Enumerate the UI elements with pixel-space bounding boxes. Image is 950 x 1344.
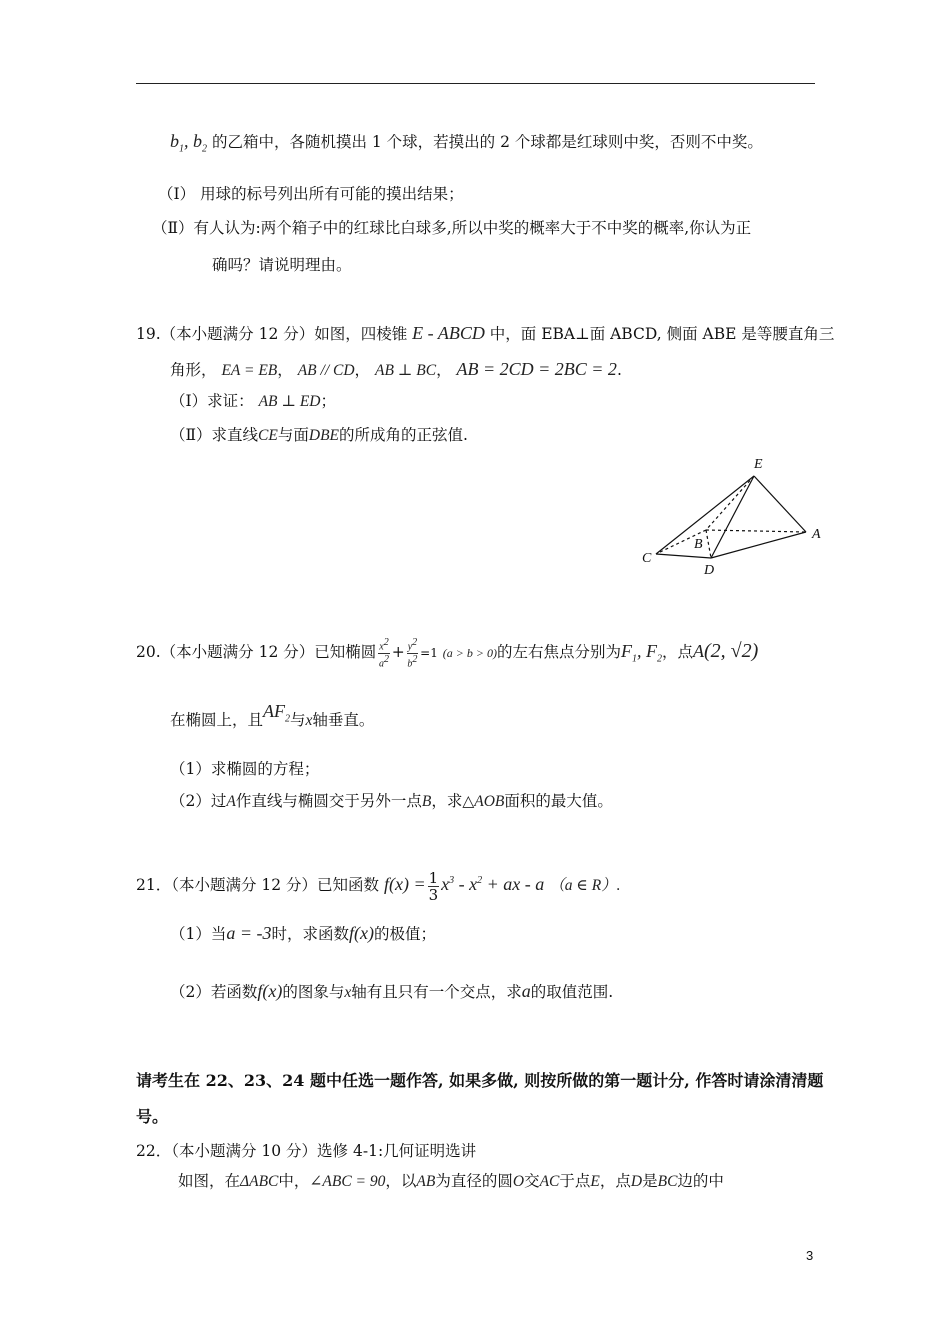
p21-q2: （2）若函数f(x)的图象与x轴有且只有一个交点，求a的取值范围.	[170, 981, 614, 1001]
header-rule	[136, 83, 815, 84]
label-A: A	[812, 527, 821, 542]
p18-line1: $b_1$, $b_2$ 的乙箱中，各随机摸出 1 个球，若摸出的 2 个球都是红球则中奖，否则不中奖。	[170, 131, 763, 155]
label-D: D	[704, 563, 715, 578]
p19-part-i: （Ⅰ）求证： AB ⊥ ED；	[170, 392, 337, 410]
p20-line2: 在椭圆上，且$AF_2$与x轴垂直。	[170, 701, 375, 729]
notice-line1: 请考生在 22、23、24 题中任选一题作答, 如果多做, 则按所做的第一题计分, 作答时请涂清清题	[136, 1071, 824, 1090]
p18-part-ii-cont: 确吗？请说明理由。	[212, 256, 352, 274]
p20-q1: （1）求椭圆的方程；	[170, 760, 320, 778]
p20-head: 20.（本小题满分 12 分）已知椭圆 $\frac{x^2}{a^2}$ + $\frac{y^2}{b^2}$ =1 (a > b > 0)的左右焦点分别为$F_1$, $F_2$，点A(2, √2)	[136, 637, 759, 669]
p19-head: 19.（本小题满分 12 分）如图，四棱锥 E - ABCD 中，面 EBA⊥面 ABCD, 侧面 ABE 是等腰直角三	[136, 323, 835, 343]
p21-head: 21．（本小题满分 12 分）已知函数 f(x) = $\frac{1}{3}$ $x^3 - x^2$ + ax - a （a ∈ R）.	[136, 868, 621, 904]
p22-head: 22．（本小题满分 10 分）选修 4-1:几何证明选讲	[136, 1142, 477, 1160]
notice-line2: 号。	[136, 1107, 169, 1126]
p19-part-ii: （Ⅱ）求直线CE与面DBE的所成角的正弦值.	[170, 426, 468, 444]
p19-conditions: 角形， EA = EB， AB // CD， AB ⊥ BC， AB = 2CD = 2BC = 2.	[170, 359, 622, 379]
label-C: C	[642, 551, 652, 566]
p18-line1-text: 的乙箱中，各随机摸出 1 个球，若摸出的 2 个球都是红球则中奖，否则不中奖。	[211, 133, 763, 151]
page-number: 3	[806, 1248, 814, 1263]
p21-q1: （1）当a = -3时，求函数f(x)的极值；	[170, 923, 437, 943]
label-E: E	[754, 457, 763, 472]
pyramid-figure	[636, 450, 826, 578]
p18-part-ii: （Ⅱ）有人认为:两个箱子中的红球比白球多,所以中奖的概率大于不中奖的概率,你认为正	[152, 219, 752, 237]
p22-line2: 如图，在ΔABC中，∠ABC = 90，以AB为直径的圆O交AC于点E，点D是BC边的中	[178, 1172, 724, 1190]
p20-q2: （2）过A作直线与椭圆交于另外一点B，求△AOB面积的最大值。	[170, 792, 613, 810]
label-B: B	[694, 537, 703, 552]
p18-part-i: （Ⅰ） 用球的标号列出所有可能的摸出结果；	[158, 185, 464, 203]
